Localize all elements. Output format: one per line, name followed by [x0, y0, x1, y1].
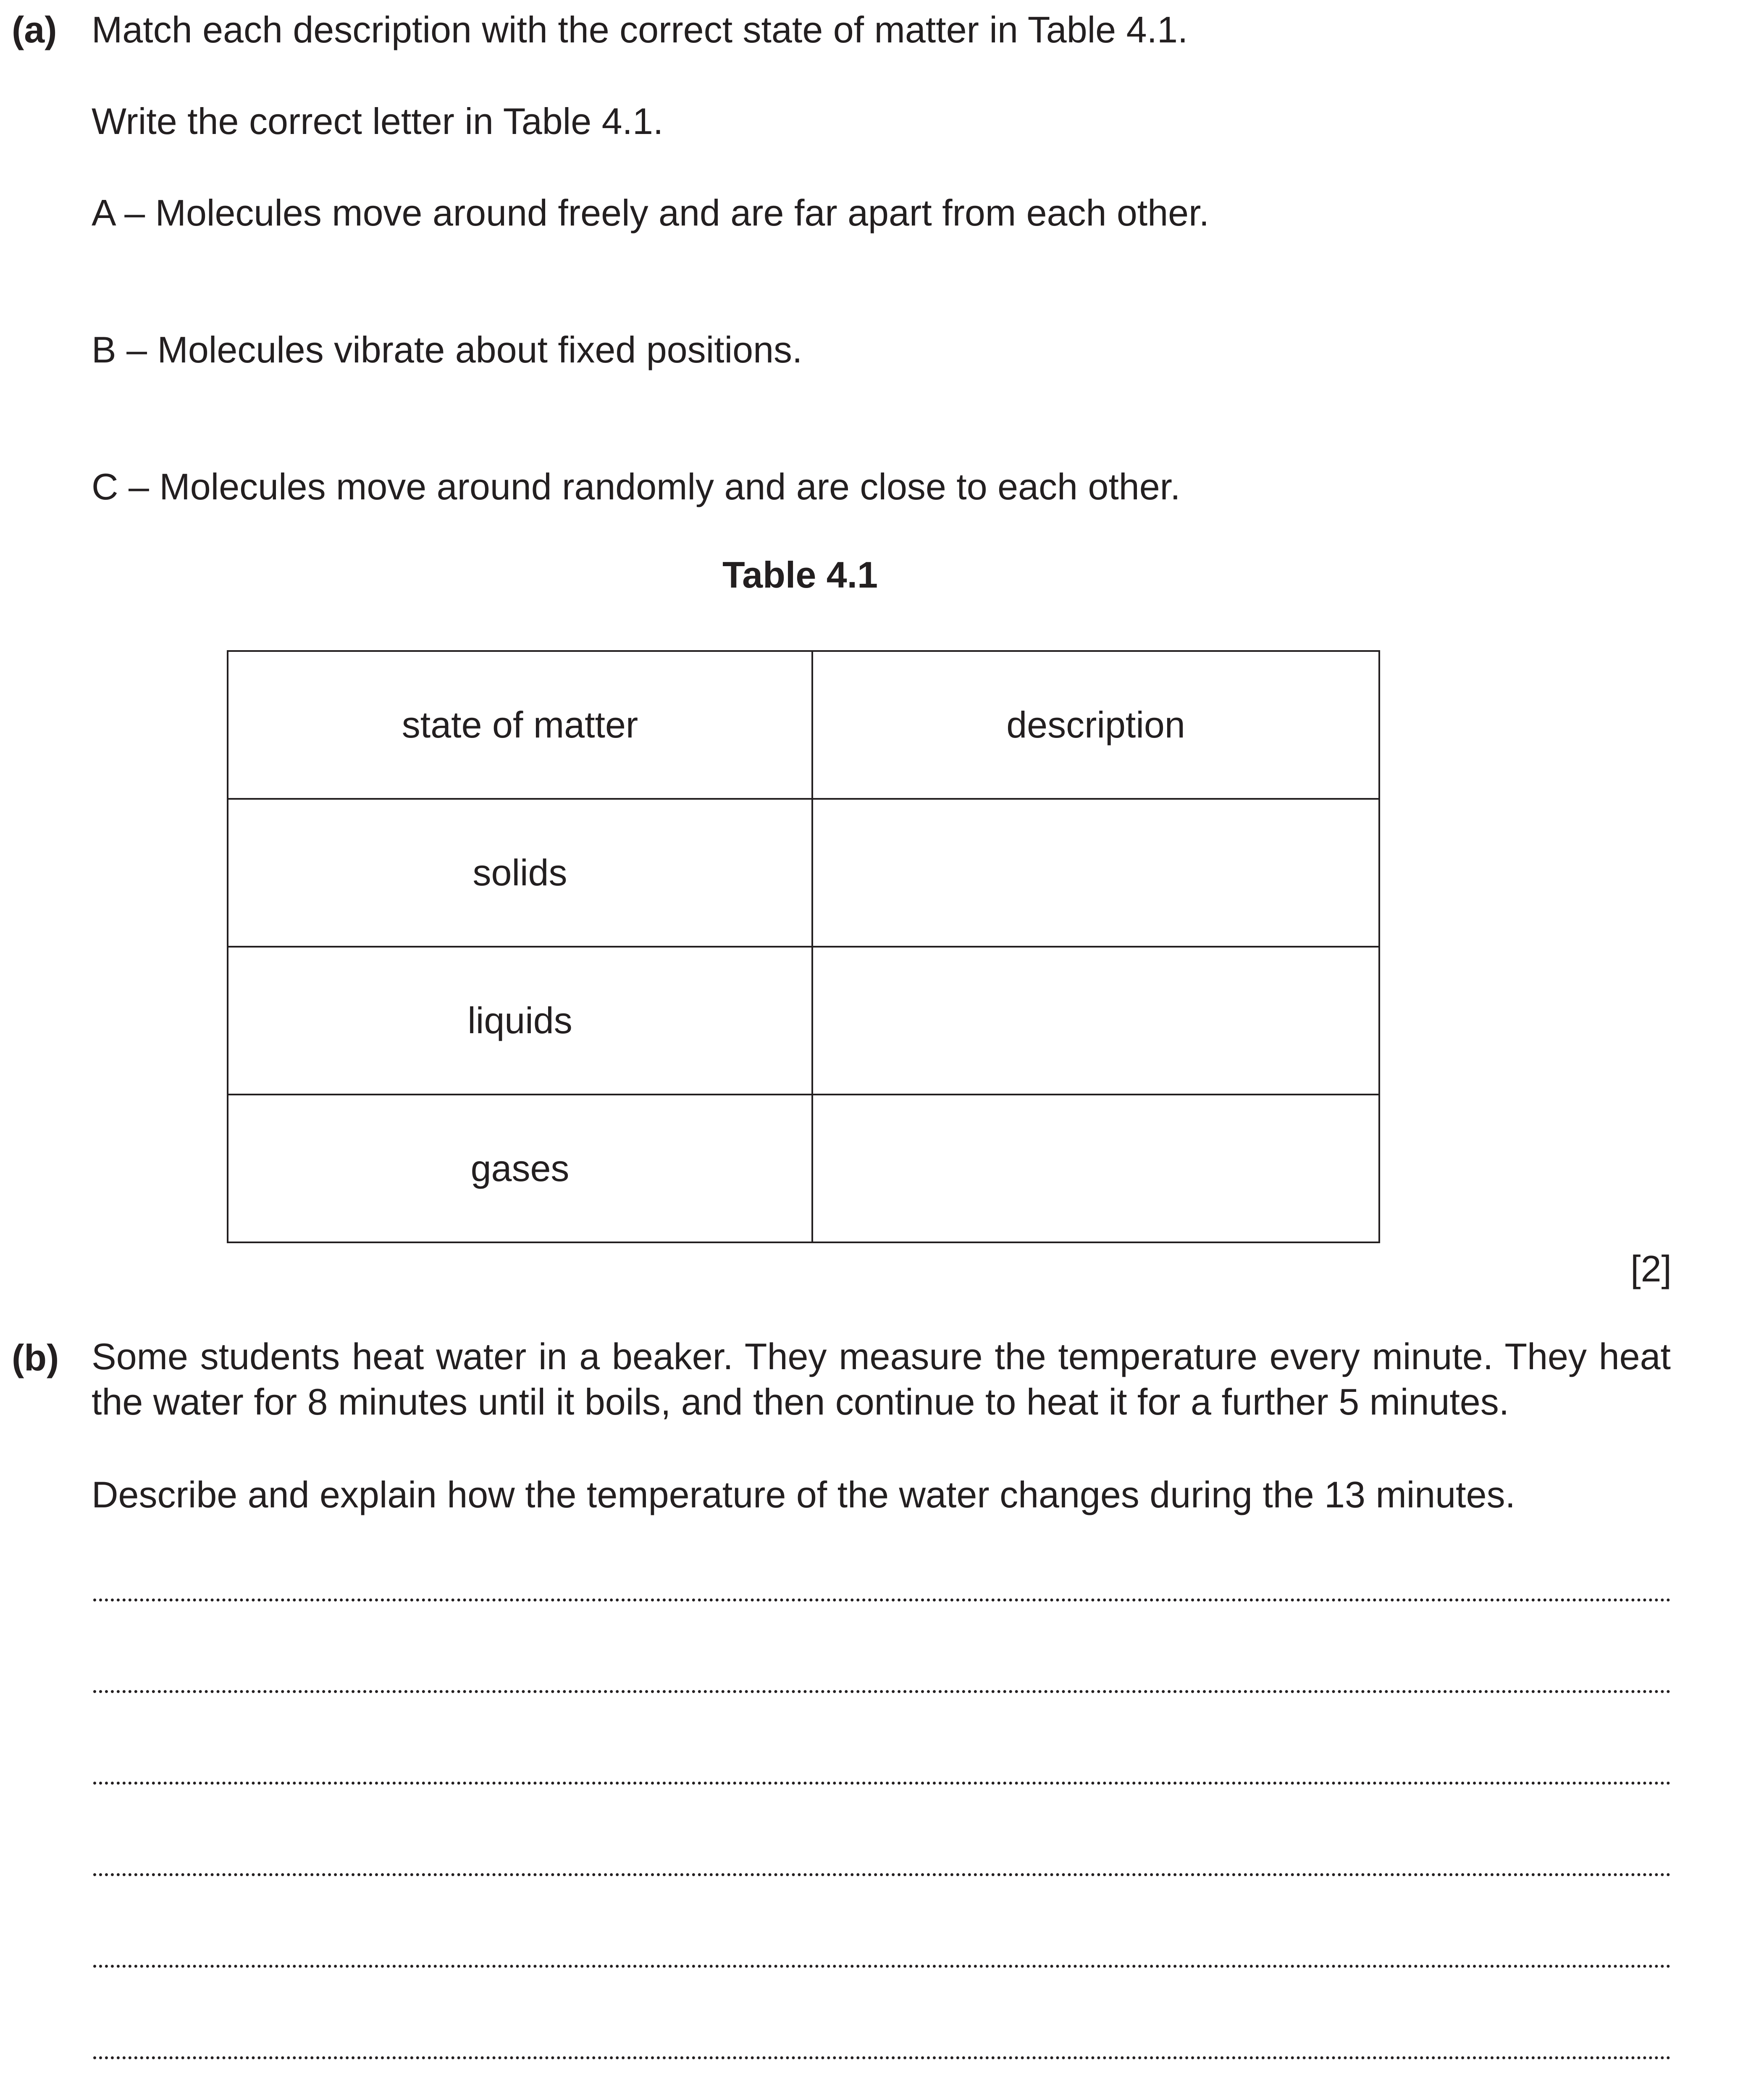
- answer-line-5[interactable]: [93, 1965, 1671, 1968]
- part-b-question: Describe and explain how the temperature of the water changes during the 13 minutes.: [92, 1474, 1516, 1515]
- answer-line-6[interactable]: [93, 2056, 1671, 2059]
- part-b-text: Some students heat water in a beaker. They measure the temperature every minute. They heat the water for 8 minutes until it boils, and then continue to heat it for a further 5 minutes.: [92, 1336, 1671, 1423]
- answer-line-1[interactable]: [93, 1599, 1671, 1601]
- answer-line-3[interactable]: [93, 1782, 1671, 1785]
- table-row: [228, 947, 1379, 1095]
- part-a-write-instruction: Write the correct letter in Table 4.1.: [92, 100, 664, 142]
- description-a: A – Molecules move around freely and are far apart from each other.: [92, 192, 1210, 234]
- answer-line-2[interactable]: [93, 1690, 1671, 1693]
- description-c: C – Molecules move around randomly and are close to each other.: [92, 466, 1181, 507]
- state-cell-solids: solids: [228, 799, 812, 947]
- table-row: [228, 1095, 1379, 1242]
- part-b-label: (b): [12, 1337, 59, 1378]
- table-caption: Table 4.1: [722, 554, 878, 596]
- answer-line-4[interactable]: [93, 1873, 1671, 1876]
- description-b: B – Molecules vibrate about fixed positions.: [92, 329, 803, 370]
- part-a-instruction: Match each description with the correct state of matter in Table 4.1.: [92, 9, 1188, 50]
- table-header-row: [228, 651, 1379, 799]
- table-header-state: state of matter: [228, 651, 812, 799]
- part-a-label: (a): [12, 9, 57, 50]
- answer-cell-solids[interactable]: [812, 799, 1379, 947]
- part-a-marks: [2]: [1630, 1248, 1672, 1289]
- state-cell-gases: gases: [228, 1095, 812, 1242]
- answer-cell-liquids[interactable]: [812, 947, 1379, 1095]
- table-row: [228, 799, 1379, 947]
- state-cell-liquids: liquids: [228, 947, 812, 1095]
- answer-cell-gases[interactable]: [812, 1095, 1379, 1242]
- table-header-description: description: [812, 651, 1379, 799]
- states-of-matter-table: [227, 650, 1380, 1243]
